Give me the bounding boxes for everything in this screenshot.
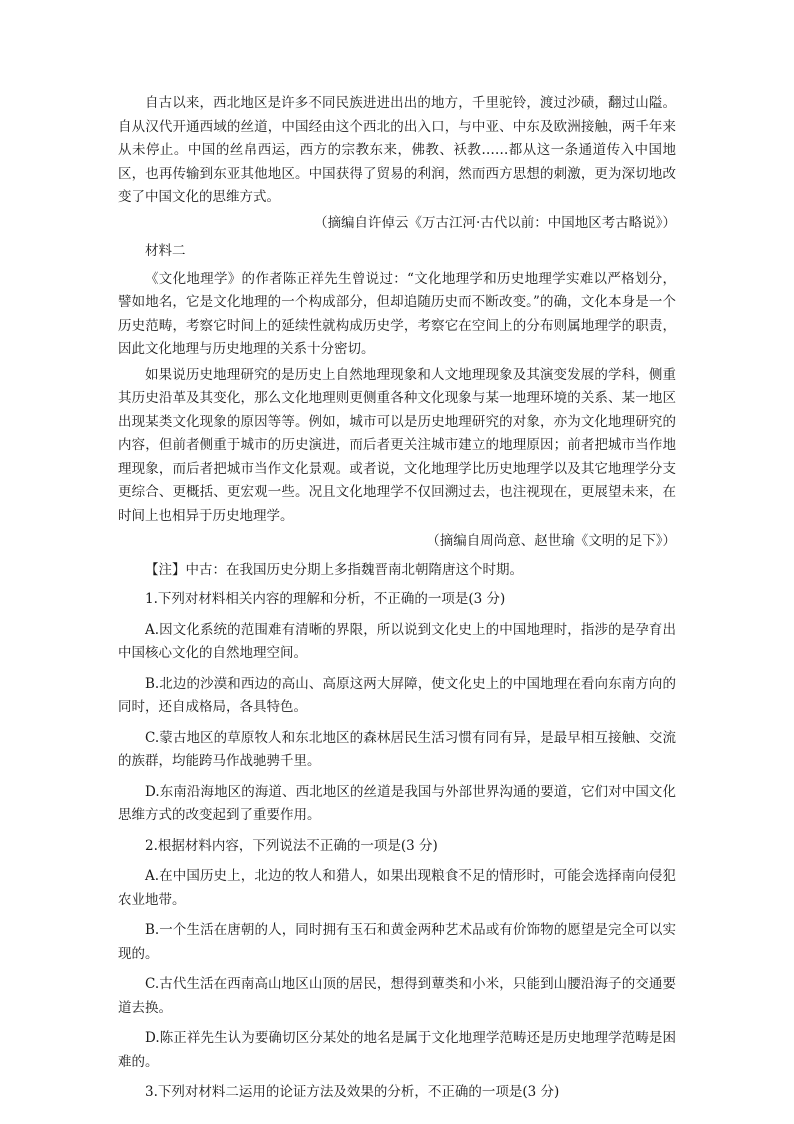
question-3 bbox=[118, 1081, 676, 1105]
option-a: A.因文化系统的范围难有清晰的界限，所以说到文化史上的中国地理时，指涉的是孕育出中国核心文化的自然地理空间。 bbox=[118, 621, 676, 661]
material1-source: （摘编自许倬云《万古江河·古代以前：中国地区考古略说》） bbox=[313, 214, 676, 231]
material2-heading: 材料二 bbox=[145, 243, 186, 259]
material1-paragraph: 自古以来，西北地区是许多不同民族进进出出的地方，千里驼铃，渡过沙碛，翻过山隘。自从汉代开通西域的丝道，中国经由这个西北的出入口，与中亚、中东及欧洲接触，两千年来从未停止。中国的丝帛西运，西方的宗教东来，佛教、袄教……都从这一条通道传入中国地区，也再传输到东亚其他地区。中国获得了贸易的利润，然而西方思想的刺激，更为深切地改变了中国文化的思维方式。 bbox=[118, 95, 676, 205]
option-b: B.北边的沙漠和西边的高山、高原这两大屏障，使文化史上的中国地理在看向东南方向的同时，还自成格局，各具特色。 bbox=[118, 675, 676, 715]
option-d: D.东南沿海地区的海道、西北地区的丝道是我国与外部世界沟通的要道，它们对中国文化思维方式的改变起到了重要作用。 bbox=[118, 783, 676, 823]
question-stem: 2.根据材料内容，下列说法不正确的一项是(3 分) bbox=[145, 837, 438, 854]
material2-source: （摘编自周尚意、赵世瑜《文明的足下》） bbox=[426, 533, 676, 549]
question-stem: 3.下列对材料二运用的论证方法及效果的分析，不正确的一项是(3 分) bbox=[145, 1084, 560, 1100]
material2-paragraph-2: 如果说历史地理研究的是历史上自然地理现象和人文地理现象及其演变发展的学科，侧重其历史沿革及其变化，那么文化地理则更侧重各种文化现象与某一地理环境的关系、某一地区出现某类文化现象的原因等等。例如，城市可以是历史地理研究的对象，亦为文化地理研究的内容，但前者侧重于城市的历史演进，而后者更关注城市建立的地理原因；前者把城市当作地理现象，而后者把城市当作文化景观。或者说，文化地理学比历史地理学以及其它地理学分支更综合、更概括、更宏观一些。况且文化地理学不仅回溯过去，也注视现在，更展望未来，在时间上也相异于历史地理学。 bbox=[118, 366, 676, 524]
option-c: C.蒙古地区的草原牧人和东北地区的森林居民生活习惯有同有异，是最早相互接触、交流的族群，均能跨马作战驰骋千里。 bbox=[118, 729, 676, 769]
option-b: B.一个生活在唐朝的人，同时拥有玉石和黄金两种艺术品或有价饰物的愿望是完全可以实现的。 bbox=[118, 922, 676, 962]
option-a: A.在中国历史上，北边的牧人和猎人，如果出现粮食不足的情形时，可能会选择南向侵犯农业地带。 bbox=[118, 868, 676, 908]
option-d: D.陈正祥先生认为要确切区分某处的地名是属于文化地理学范畴还是历史地理学范畴是困难的。 bbox=[118, 1030, 676, 1070]
option-c: C.古代生活在西南高山地区山顶的居民，想得到蕈类和小米，只能到山腰沿海子的交通要道去换。 bbox=[118, 976, 676, 1016]
material2-paragraph-1: 《文化地理学》的作者陈正祥先生曾说过：“文化地理学和历史地理学实难以严格划分，譬如地名，它是文化地理的一个构成部分，但却追随历史而不断改变。”的确，文化本身是一个历史范畴，考察它时间上的延续性就构成历史学，考察它在空间上的分布则属地理学的职责，因此文化地理与历史地理的关系十分密切。 bbox=[118, 270, 676, 357]
footnote: 【注】中古：在我国历史分期上多指魏晋南北朝隋唐这个时期。 bbox=[145, 561, 523, 578]
question-stem: 1.下列对材料相关内容的理解和分析，不正确的一项是(3 分) bbox=[145, 591, 506, 607]
question-1 bbox=[118, 588, 676, 828]
question-2 bbox=[118, 835, 676, 1075]
